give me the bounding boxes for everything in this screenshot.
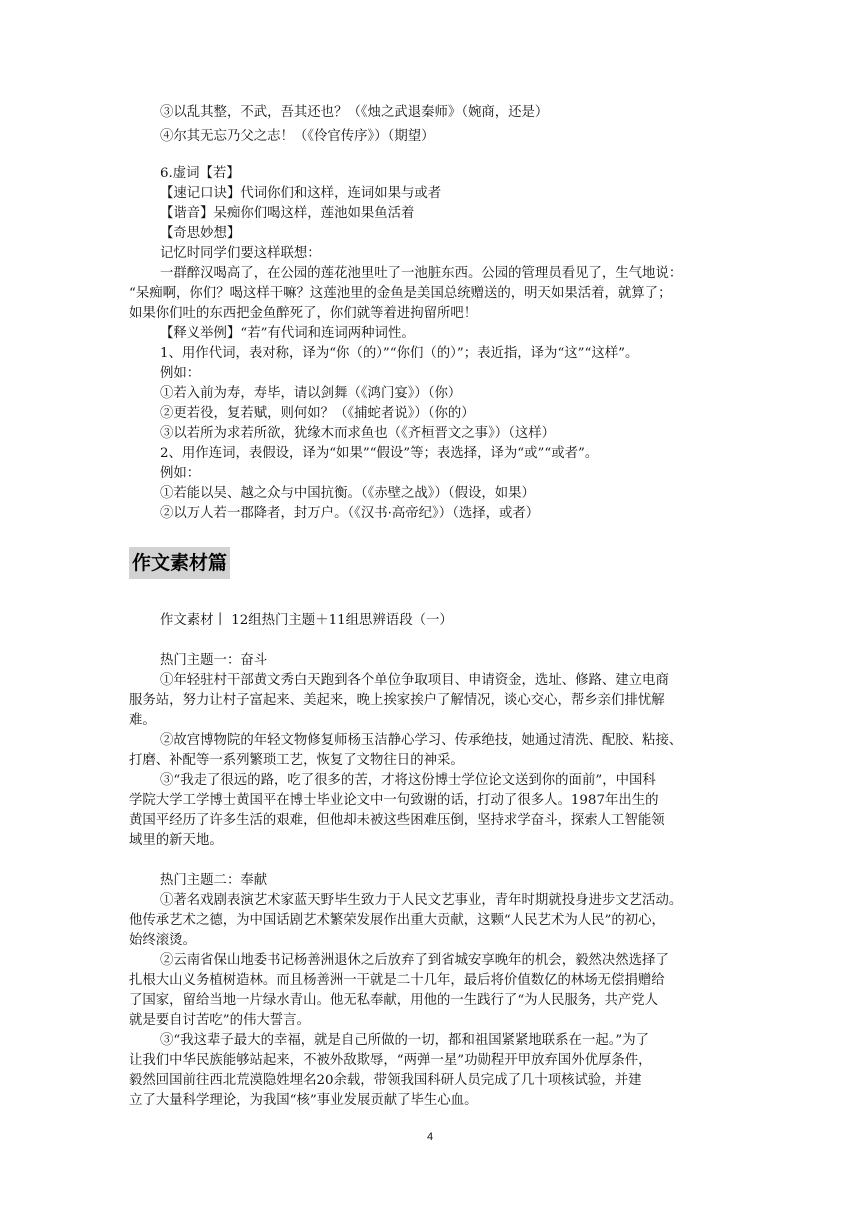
text-line: 立了大量科学理论，为我国“核”事业发展贡献了毕生心血。 — [129, 1093, 478, 1108]
topic-heading: 热门主题二：奉献 — [160, 873, 268, 888]
text-line: 如果你们吐的东西把金鱼醉死了，你们就等着进拘留所吧！ — [129, 306, 478, 321]
text-line: 【速记口诀】代词你们和这样，连词如果与或者 — [160, 186, 442, 201]
text-line: ②云南省保山地委书记杨善洲退休之后放弃了到省城安享晚年的机会，毅然决然选择了 — [160, 953, 669, 968]
text-line: 黄国平经历了许多生活的艰难，但他却未被这些困难压倒，坚持求学奋斗，探索人工智能领 — [129, 813, 665, 828]
text-line: “呆痴啊，你们？喝这样干嘛？这莲池里的金鱼是美国总统赠送的，明天如果活着，就算了； — [129, 286, 672, 301]
text-line: 【释义举例】“若”有代词和连词两种词性。 — [160, 326, 415, 341]
text-line: 了国家，留给当地一片绿水青山。他无私奉献，用他的一生践行了“为人民服务，共产党人 — [129, 993, 659, 1008]
text-line: 服务站，努力让村子富起来、美起来，晚上挨家挨户了解情况，谈心交心，帮乡亲们排忧解 — [129, 693, 665, 708]
text-line: 【谐音】呆痴你们喝这样，莲池如果鱼活着 — [160, 206, 415, 221]
essay-title: 作文素材丨 12组热门主题＋11组思辨语段（一） — [160, 613, 453, 628]
text-line: 记忆时同学们要这样联想： — [160, 246, 321, 261]
text-line: 难。 — [129, 713, 156, 728]
text-line: ③以乱其整，不武，吾其还也？（《烛之武退秦师》（婉商，还是） — [160, 105, 549, 120]
text-line: 一群醉汉喝高了，在公园的莲花池里吐了一池脏东西。公园的管理员看见了，生气地说： — [160, 266, 683, 281]
text-line: ①若入前为寿，寿毕，请以剑舞（《鸿门宴》）（你） — [160, 386, 462, 401]
text-line: 学院大学工学博士黄国平在博士毕业论文中一句致谢的话，打动了很多人。1987年出生的 — [129, 793, 659, 808]
text-line: ②更若役，复若赋，则何如？（《捕蛇者说》）（你的） — [160, 406, 475, 421]
text-line: 1、用作代词，表对称，译为“你（的）”“你们（的）”；表近指，译为“这”“这样”。 — [160, 346, 639, 361]
text-line: 扎根大山义务植树造林。而且杨善洲一干就是二十几年，最后将价值数亿的林场无偿捐赠给 — [129, 973, 665, 988]
text-line: 就是要自讨苦吃”的伟大誓言。 — [129, 1013, 310, 1028]
text-line: 【奇思妙想】 — [160, 226, 241, 241]
topic-heading: 热门主题一：奋斗 — [160, 653, 268, 668]
text-line: 2、用作连词，表假设，译为“如果”“假设”等；表选择，译为“或”“或者”。 — [160, 446, 599, 461]
text-line: 例如： — [160, 366, 201, 381]
text-line: ③“我这辈子最大的幸福，就是自己所做的一切，都和祖国紧紧地联系在一起。”为了 — [160, 1033, 650, 1048]
page-number: 4 — [426, 1131, 434, 1143]
text-line: 域里的新天地。 — [129, 833, 223, 848]
text-line: 毅然回国前往西北荒漠隐姓埋名20余载，带领我国科研人员完成了几十项核试验，并建 — [129, 1073, 642, 1088]
text-line: ③“我走了很远的路，吃了很多的苦，才将这份博士学位论文送到你的面前”，中国科 — [160, 773, 656, 788]
section-heading: 作文素材篇 — [129, 547, 230, 579]
text-line: 他传承艺术之德，为中国话剧艺术繁荣发展作出重大贡献，这颗“人民艺术为人民”的初心， — [129, 913, 665, 928]
text-line: ②故宫博物院的年轻文物修复师杨玉洁静心学习、传承绝技，她通过清洗、配胶、粘接、 — [160, 733, 683, 748]
subheading: 6.虚词【若】 — [160, 166, 240, 181]
text-line: 打磨、补配等一系列繁琐工艺，恢复了文物往日的神采。 — [129, 753, 464, 768]
text-line: 例如： — [160, 466, 201, 481]
text-line: ④尔其无忘乃父之志！（《伶官传序》）（期望） — [160, 129, 435, 144]
text-line: 始终滚烫。 — [129, 933, 196, 948]
text-line: ①著名戏剧表演艺术家蓝天野毕生致力于人民文艺事业，青年时期就投身进步文艺活动。 — [160, 893, 683, 908]
text-line: 让我们中华民族能够站起来，不被外敌欺辱，“两弹一星”功勋程开甲放弃国外优厚条件， — [129, 1053, 652, 1068]
text-line: ①若能以吴、越之众与中国抗衡。（《赤壁之战》）（假设，如果） — [160, 486, 535, 501]
text-line: ①年轻驻村干部黄文秀白天跑到各个单位争取项目、申请资金，选址、修路、建立电商 — [160, 673, 669, 688]
text-line: ②以万人若一郡降者，封万户。（《汉书·高帝纪》）（选择，或者） — [160, 506, 540, 521]
text-line: ③以若所为求若所欲，犹缘木而求鱼也（《齐桓晋文之事》）（这样） — [160, 426, 556, 441]
